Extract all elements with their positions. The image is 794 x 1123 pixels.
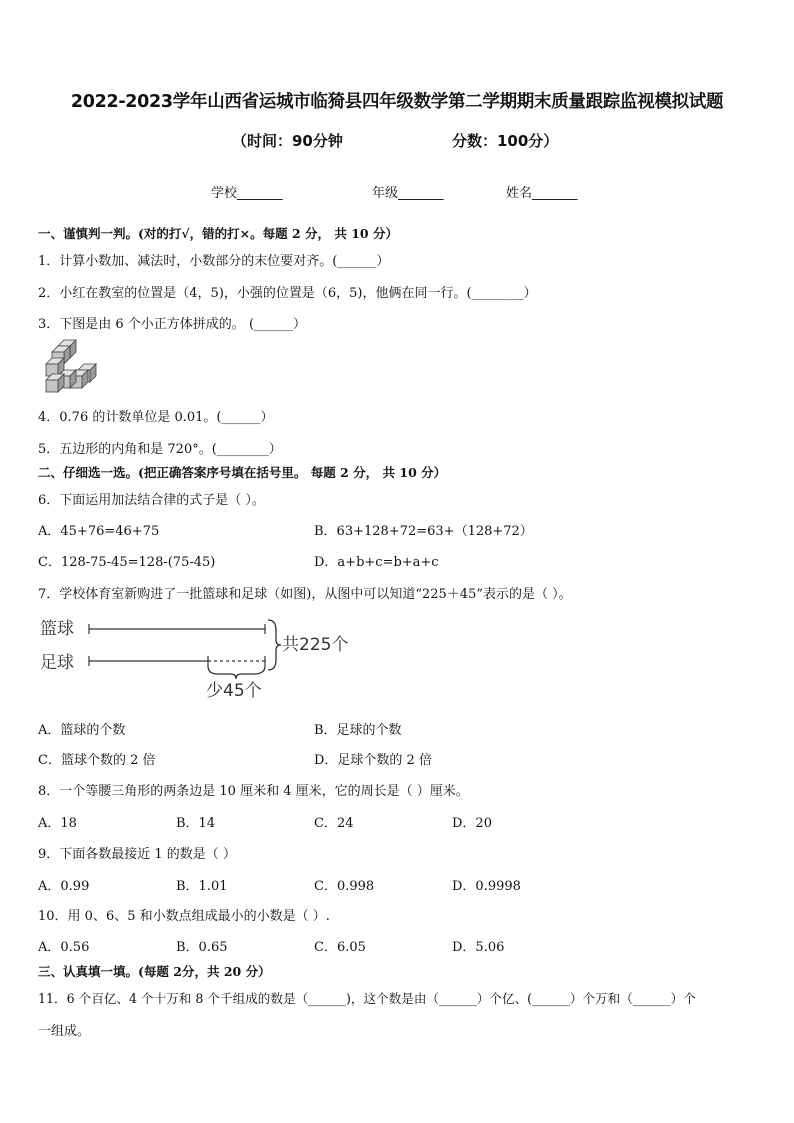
question-4: 4．0.76 的计数单位是 0.01。(______） — [38, 410, 274, 425]
question-1: 1．计算小数加、减法时，小数部分的末位要对齐。(______） — [38, 254, 390, 269]
school-field: 学校_______ — [211, 186, 283, 201]
q6-option-b: B．63+128+72=63+（128+72） — [314, 524, 533, 539]
section-1-heading: 一、谨慎判一判。(对的打√，错的打×。每题 2 分， 共 10 分） — [38, 226, 398, 241]
q10-option-d: D．5.06 — [452, 940, 505, 955]
segment-diagram — [38, 610, 368, 702]
q9-option-d: D．0.9998 — [452, 879, 521, 894]
less-brace — [208, 666, 265, 679]
q8-option-a: A．18 — [38, 816, 77, 831]
q6-option-a: A．45+76=46+75 — [38, 524, 160, 539]
basketball-label: 篮球 — [40, 619, 74, 639]
page-title: 2022-2023学年山西省运城市临猗县四年级数学第二学期期末质量跟踪监视模拟试题 — [70, 92, 724, 112]
q10-option-a: A．0.56 — [38, 940, 90, 955]
q9-option-c: C．0.998 — [314, 879, 375, 894]
q6-option-d: D．a+b+c=b+a+c — [314, 555, 439, 570]
question-7: 7．学校体育室新购进了一批篮球和足球（如图)，从图中可以知道“225＋45”表示的是（ ）。 — [38, 587, 572, 602]
exam-score: 分数：100分） — [452, 132, 559, 150]
q7-option-b: B．足球的个数 — [314, 723, 402, 738]
q8-option-d: D．20 — [452, 816, 492, 831]
name-field: 姓名_______ — [506, 186, 578, 201]
q6-option-c: C．128-75-45=128-(75-45) — [38, 555, 216, 570]
q10-option-c: C．6.05 — [314, 940, 366, 955]
grade-field: 年级_______ — [372, 186, 444, 201]
less-label: 少45个 — [206, 681, 262, 701]
q7-option-a: A．篮球的个数 — [38, 723, 126, 738]
total-brace — [268, 620, 281, 670]
question-2: 2．小红在教室的位置是（4，5)，小强的位置是（6，5)，他俩在同一行。(________） — [38, 286, 537, 301]
total-label: 共225个 — [282, 635, 349, 655]
question-6: 6．下面运用加法结合律的式子是（ ）。 — [38, 493, 265, 508]
question-8: 8．一个等腰三角形的两条边是 10 厘米和 4 厘米，它的周长是（ ）厘米。 — [38, 784, 469, 799]
question-9: 9．下面各数最接近 1 的数是（ ） — [38, 847, 236, 862]
football-label: 足球 — [40, 653, 74, 673]
q7-option-c: C．篮球个数的 2 倍 — [38, 753, 156, 768]
question-5: 5．五边形的内角和是 720°。(________） — [38, 442, 282, 457]
section-3-heading: 三、认真填一填。(每题 2分，共 20 分） — [38, 964, 271, 979]
q10-option-b: B．0.65 — [176, 940, 228, 955]
exam-time: （时间：90分钟 — [232, 132, 343, 150]
q8-option-c: C．24 — [314, 816, 354, 831]
question-3: 3．下图是由 6 个小正方体拼成的。 (______） — [38, 317, 307, 332]
question-10: 10．用 0、6、5 和小数点组成最小的小数是（ ）. — [38, 909, 330, 924]
question-11-cont: 一组成。 — [38, 1024, 91, 1039]
question-11: 11．6 个百亿、4 个十万和 8 个千组成的数是（______)，这个数是由（______）个亿、(______）个万和（______）个 — [38, 991, 696, 1006]
q9-option-a: A．0.99 — [38, 879, 90, 894]
q9-option-b: B．1.01 — [176, 879, 228, 894]
q7-option-d: D．足球个数的 2 倍 — [314, 753, 432, 768]
section-2-heading: 二、仔细选一选。(把正确答案序号填在括号里。 每题 2 分， 共 10 分） — [38, 465, 447, 480]
cube-stack-figure — [42, 338, 100, 394]
q8-option-b: B．14 — [176, 816, 216, 831]
